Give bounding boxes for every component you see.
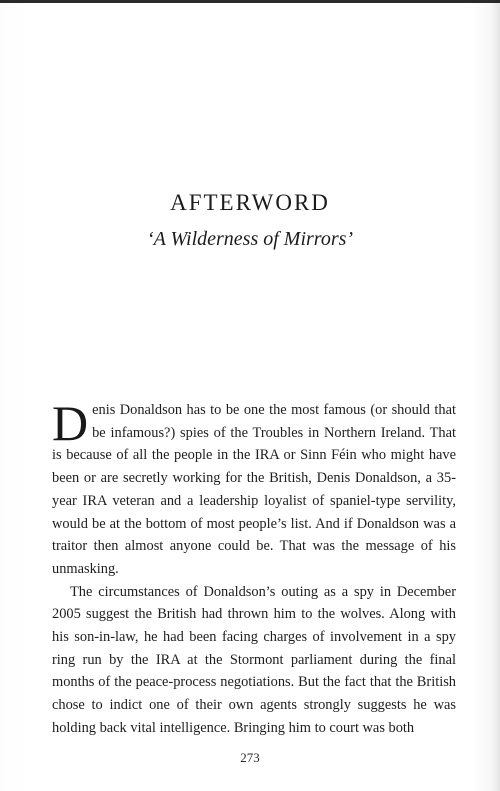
page-number: 273 <box>240 750 260 765</box>
paragraph-1-text: enis Donaldson has to be one the most famous (or should that be infamous?) spies of the Troubles in Northern Ireland. That is because of all the people in the IRA or Sinn Féin who might have been or are secretly working for the British, Denis Donaldson, a 35-year IRA veteran and a leadership loyalist of spaniel-type servility, would be at the bottom of most people’s list. And if Donaldson was a traitor then almost anyone could be. That was the message of his unmasking. <box>52 402 456 577</box>
top-edge-rule <box>0 0 500 3</box>
paragraph-1 <box>52 395 456 581</box>
drop-cap: D <box>52 395 89 451</box>
page-edge-shadow <box>490 0 500 791</box>
paragraph-2: The circumstances of Donaldson’s outing as a spy in December 2005 suggest the British had thrown him to the wolves. Along with his son-in-law, he had been facing charges of involvement in a spy ring run by the IRA at the Stormont parliament during the final months of the peace-process negotiations. But the fact that the British chose to indict one of their own agents strongly suggests he was holding back vital intelligence. Bringing him to court was both <box>52 583 456 736</box>
chapter-title: AFTERWORD <box>170 190 330 215</box>
chapter-subtitle: ‘A Wilderness of Mirrors’ <box>146 228 354 250</box>
body-text <box>52 395 456 740</box>
